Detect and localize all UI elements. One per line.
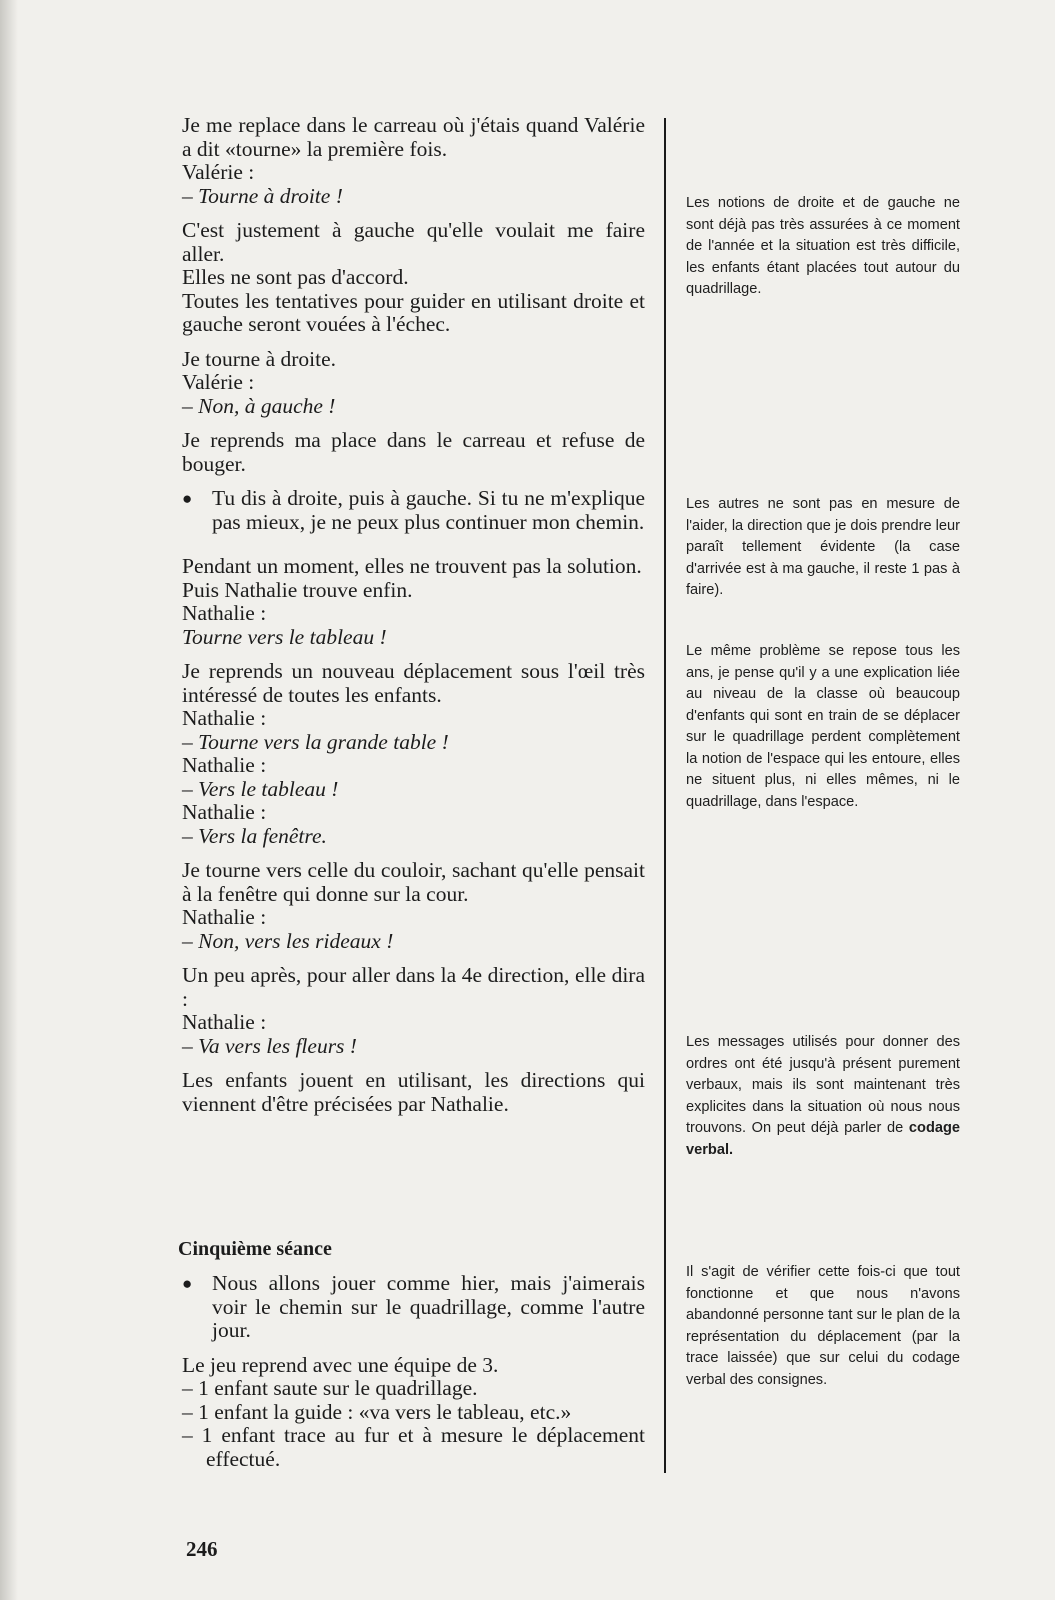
paragraph: Un peu après, pour aller dans la 4e direction, elle dira : (182, 963, 645, 1011)
paragraph: Puis Nathalie trouve enfin. (182, 577, 413, 602)
section-heading: Cinquième séance (178, 1238, 332, 1260)
margin-note-term: codage verbal. (686, 1120, 961, 1158)
bullet-paragraph: ● Tu dis à droite, puis à gauche. Si tu ne m'explique pas mieux, je ne peux plus continuer mon chemin. (182, 487, 645, 534)
speaker-label: Nathalie : (182, 905, 267, 929)
paragraph: Je tourne vers celle du couloir, sachant qu'elle pensait à la fenêtre qui donne sur la cour. (182, 858, 645, 906)
speaker-label: Valérie : (182, 370, 255, 394)
dialogue-line: – Tourne vers la grande table ! (182, 729, 449, 754)
dialogue-line: – Vers le tableau ! (182, 776, 339, 801)
speaker-label: Nathalie : (182, 1010, 267, 1034)
paragraph: C'est justement à gauche qu'elle voulait me faire aller. (182, 218, 645, 266)
main-column (182, 114, 645, 1116)
dialogue-line: – Non, à gauche ! (182, 393, 336, 418)
margin-note: Les autres ne sont pas en mesure de l'aider, la direction que je dois prendre leur paraît tellement évidente (la case d'arrivée est à ma gauche, il reste 1 pas à faire). (686, 496, 960, 598)
column-divider (664, 118, 666, 1473)
margin-note: Les notions de droite et de gauche ne sont déjà pas très assurées à ce moment de l'année et la situation est très difficile, les enfants étant placées tout autour du quadrillage. (686, 195, 960, 297)
paragraph: Elles ne sont pas d'accord. (182, 265, 409, 289)
dialogue-line: – Non, vers les rideaux ! (182, 928, 394, 953)
dialogue-line: – Tourne à droite ! (182, 183, 343, 208)
speaker-label: Nathalie : (182, 753, 267, 777)
bullet-paragraph: ● Nous allons jouer comme hier, mais j'aimerais voir le chemin sur le quadrillage, comme l'autre jour. (182, 1272, 645, 1343)
speaker-label: Valérie : (182, 160, 255, 184)
dialogue-line: – Vers la fenêtre. (182, 823, 327, 848)
paragraph: Je reprends ma place dans le carreau et refuse de bouger. (182, 428, 645, 476)
list-item: – 1 enfant trace au fur et à mesure le déplacement effectué. (182, 1423, 645, 1471)
margin-note (686, 1032, 960, 1161)
list-item: – 1 enfant saute sur le quadrillage. (182, 1376, 478, 1400)
margin-note-text: Les messages utilisés pour donner des ordres ont été jusqu'à présent purement verbaux, mais ils sont maintenant très explicites dans la situation où nous nous trouvons. On peut déjà parler de (686, 1034, 960, 1136)
speaker-label: Nathalie : (182, 706, 267, 730)
paragraph: Je tourne à droite. (182, 346, 337, 371)
section-body (182, 1272, 645, 1471)
page-edge-shadow (0, 0, 18, 1600)
dialogue-line: – Va vers les fleurs ! (182, 1033, 357, 1058)
paragraph: Je me replace dans le carreau où j'étais quand Valérie a dit «tourne» la première fois. (182, 113, 645, 161)
margin-note: Il s'agit de vérifier cette fois-ci que tout fonctionne et que nous n'avons abandonné personne tant sur le plan de la représentation du déplacement (par la trace laissée) que sur celui du codage verbal des consignes. (686, 1264, 960, 1388)
list-item: – 1 enfant la guide : «va vers le tableau, etc.» (182, 1399, 572, 1424)
margin-note: Le même problème se repose tous les ans, je pense qu'il y a une explication liée au niveau de la classe où beaucoup d'enfants qui sont en train de se déplacer sur le quadrillage perdent complètement la notion de l'espace qui les entoure, elles ne situent plus, ni elles mêmes, ni le quadrillage, dans l'espace. (686, 643, 960, 810)
paragraph: Le jeu reprend avec une équipe de 3. (182, 1352, 499, 1377)
speaker-label: Nathalie : (182, 800, 267, 824)
page-number: 246 (186, 1537, 218, 1561)
paragraph: Toutes les tentatives pour guider en utilisant droite et gauche seront vouées à l'échec. (182, 288, 645, 336)
dialogue-line: Tourne vers le tableau ! (182, 624, 387, 649)
speaker-label: Nathalie : (182, 601, 267, 625)
paragraph: Pendant un moment, elles ne trouvent pas la solution. (182, 554, 642, 578)
paragraph: Les enfants jouent en utilisant, les directions qui viennent d'être précisées par Nathalie. (182, 1068, 645, 1116)
paragraph: Je reprends un nouveau déplacement sous l'œil très intéressé de toutes les enfants. (182, 659, 645, 707)
